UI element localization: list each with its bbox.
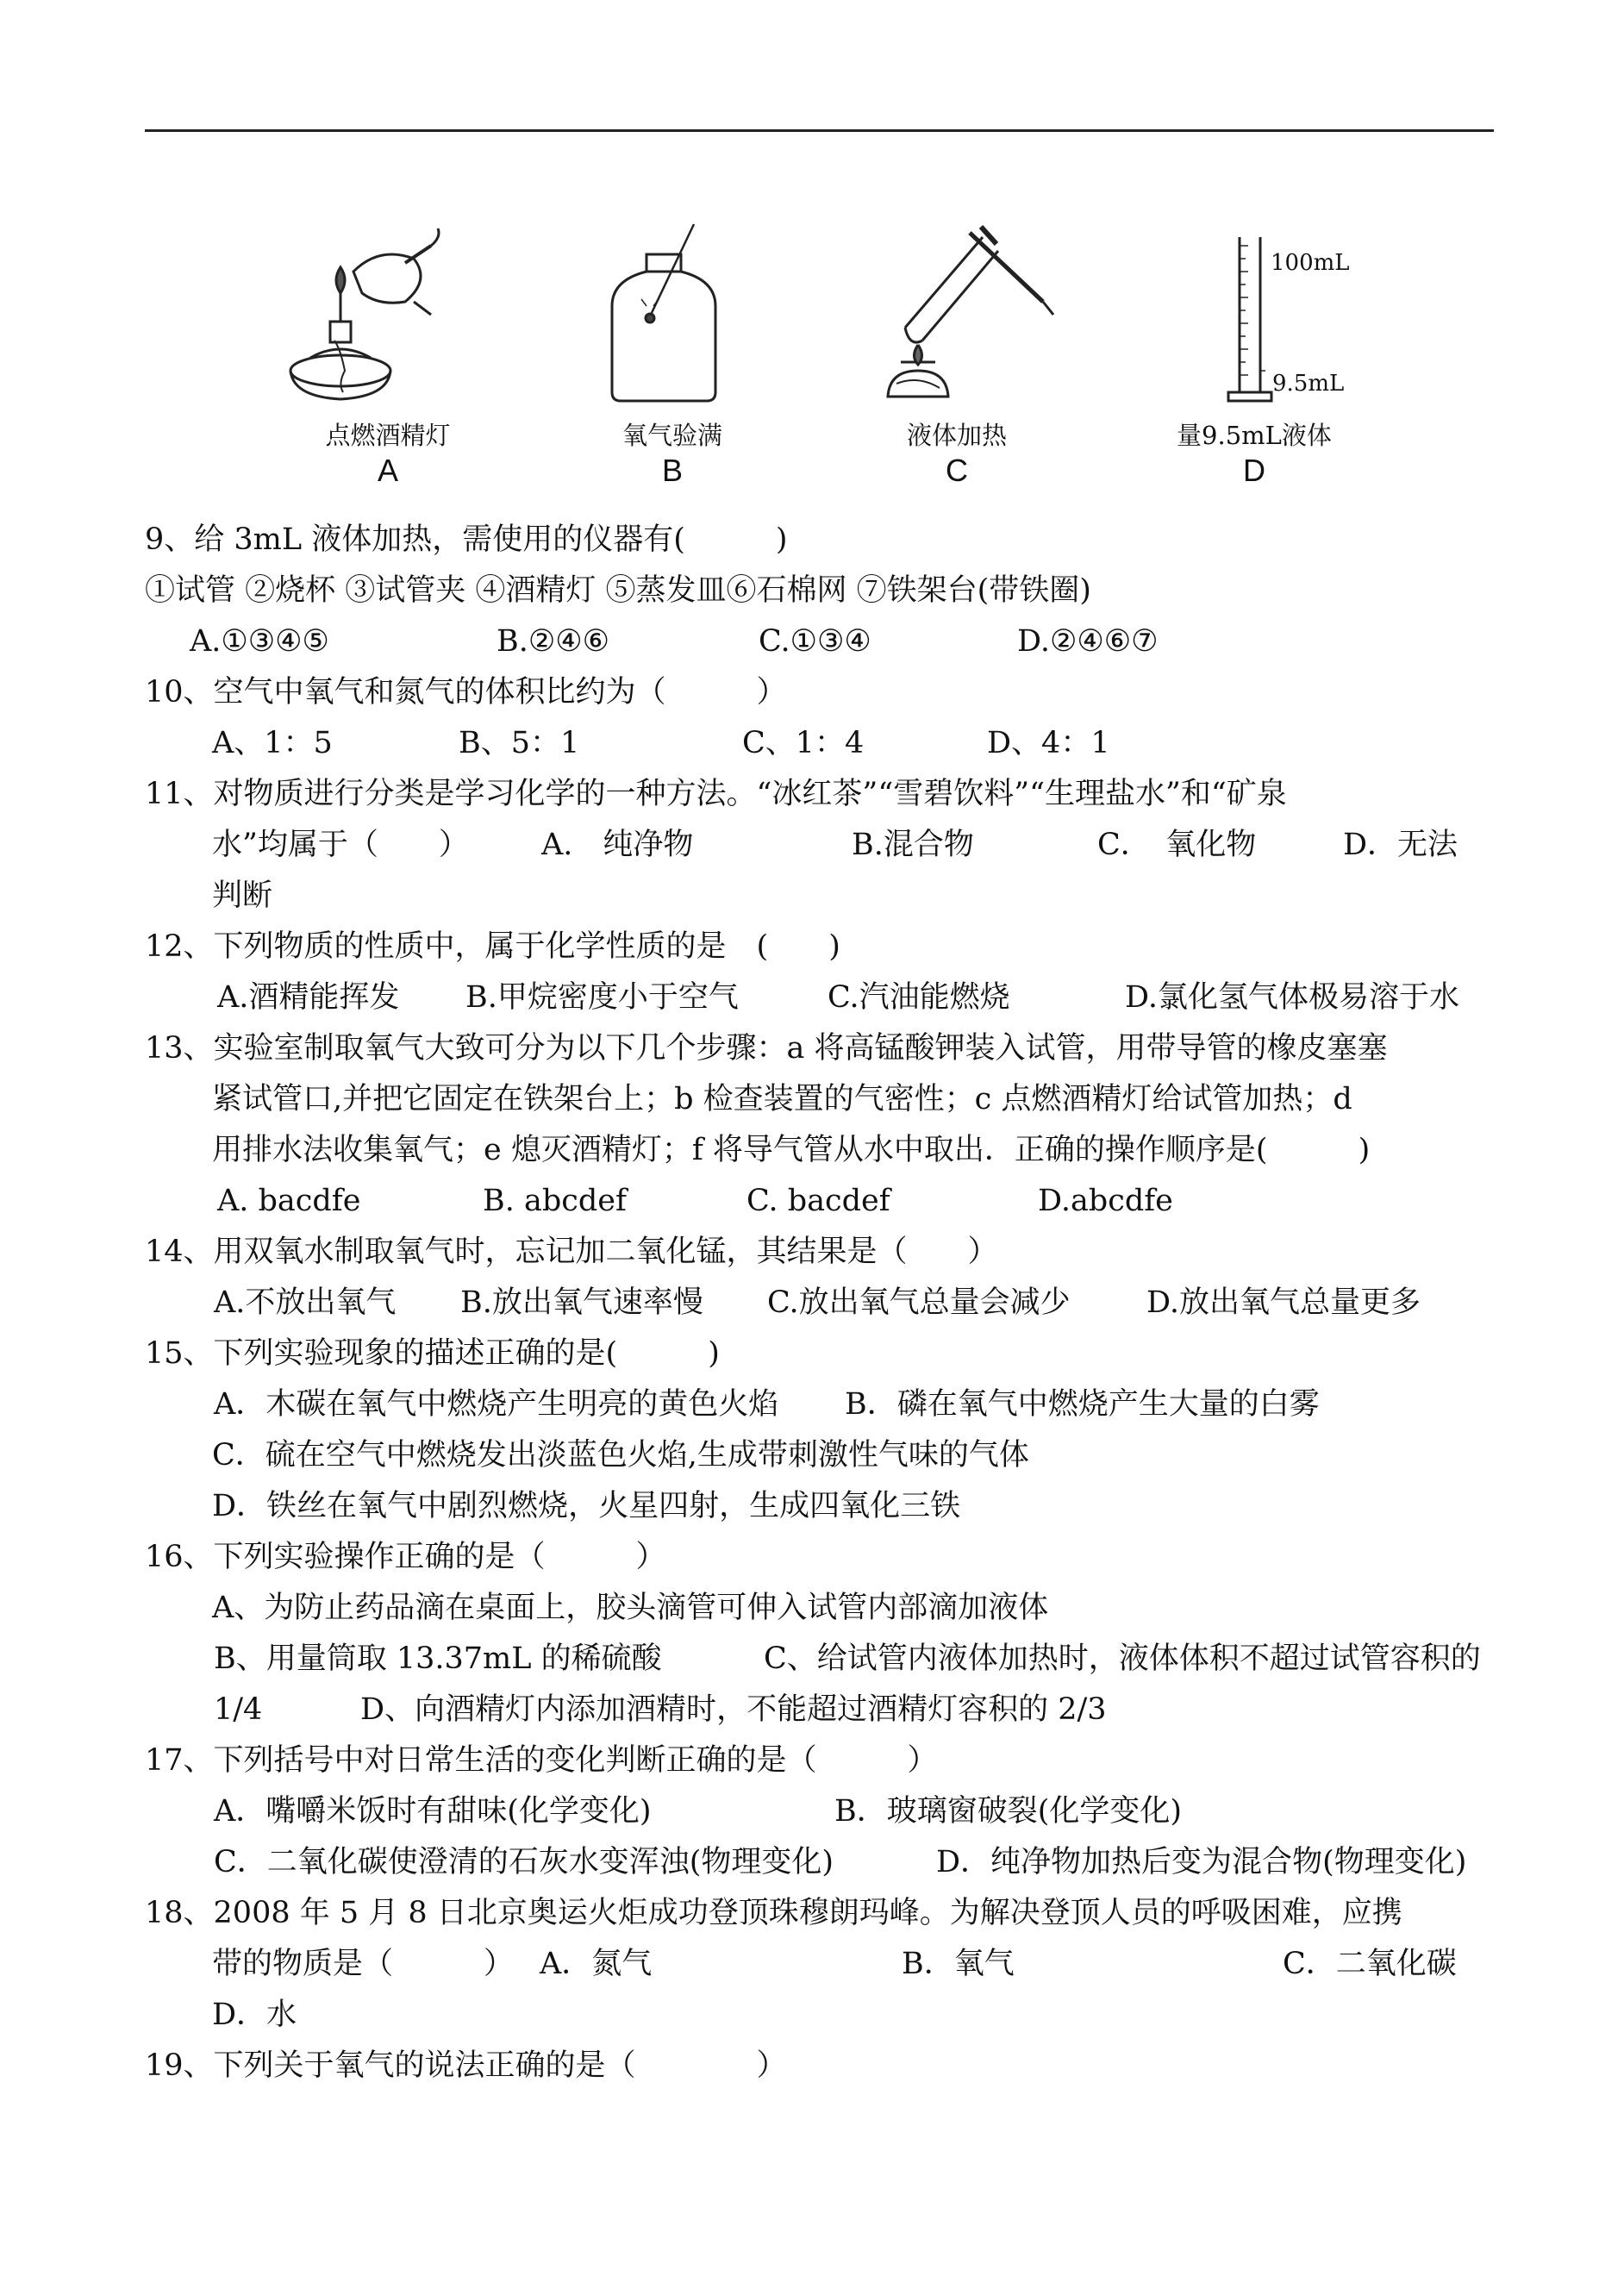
q10-option-d: D、4：1 xyxy=(987,726,1110,760)
q18-option-c: C．二氧化碳 xyxy=(1283,1947,1457,1981)
figure-a-letter: A xyxy=(377,453,398,488)
q16-options-bc xyxy=(145,1634,1507,1685)
q11-line3: 判断 xyxy=(212,879,273,913)
q12-option-b: B.甲烷密度小于空气 xyxy=(465,980,739,1015)
q10-option-a: A、1：5 xyxy=(212,726,333,760)
q9-option-d: D.②④⑥⑦ xyxy=(1017,624,1159,659)
q15-option-a: A．木碳在氧气中燃烧产生明亮的黄色火焰 xyxy=(214,1387,779,1422)
q15-stem: 15、下列实验现象的描述正确的是( ) xyxy=(145,1336,720,1371)
q12-option-c: C.汽油能燃烧 xyxy=(828,980,1010,1015)
q10-stem: 10、空气中氧气和氮气的体积比约为（ ） xyxy=(145,675,787,710)
q14-stem: 14、用双氧水制取氧气时，忘记加二氧化锰，其结果是（ ） xyxy=(145,1235,998,1269)
q14-option-d: D.放出氧气总量更多 xyxy=(1146,1285,1421,1320)
q16-option-d: D、向酒精灯内添加酒精时，不能超过酒精灯容积的 2/3 xyxy=(360,1692,1107,1727)
q15-option-b: B．磷在氧气中燃烧产生大量的白雾 xyxy=(845,1387,1320,1422)
q17-option-d: D．纯净物加热后变为混合物(物理变化) xyxy=(936,1845,1467,1879)
q16-stem: 16、下列实验操作正确的是（ ） xyxy=(145,1540,666,1574)
q14-option-b: B.放出氧气速率慢 xyxy=(460,1285,703,1320)
figure-b-letter: B xyxy=(661,453,683,488)
q17-options-cd xyxy=(145,1837,1507,1888)
cylinder-mark-label: 9.5mL xyxy=(1272,371,1345,397)
q12-options xyxy=(145,972,1507,1023)
q16-option-b: B、用量筒取 13.37mL 的稀硫酸 xyxy=(214,1642,662,1676)
q13-line2: 紧试管口,并把它固定在铁架台上；b 检查装置的气密性；c 点燃酒精灯给试管加热；d xyxy=(212,1082,1352,1116)
q13-line3: 用排水法收集氧气；e 熄灭酒精灯；f 将导气管从水中取出．正确的操作顺序是( ) xyxy=(212,1133,1371,1167)
q13-option-d: D.abcdfe xyxy=(1038,1184,1173,1218)
figure-a xyxy=(259,220,517,504)
alcohol-lamp-lighting-icon xyxy=(259,220,517,418)
test-tube-heating-icon xyxy=(828,220,1086,418)
q16-option-c-end: 1/4 xyxy=(214,1692,263,1727)
q15-options-ab xyxy=(145,1379,1507,1430)
cylinder-top-label: 100mL xyxy=(1271,250,1350,276)
header-rule xyxy=(145,129,1494,132)
q10-option-b: B、5：1 xyxy=(459,726,580,760)
q18-line2 xyxy=(145,1939,1507,1990)
q11-option-d: D．无法 xyxy=(1343,828,1458,862)
q15-option-c: C．硫在空气中燃烧发出淡蓝色火焰,生成带刺激性气味的气体 xyxy=(212,1438,1029,1473)
q18-option-b: B．氧气 xyxy=(902,1947,1015,1981)
q12-stem: 12、下列物质的性质中，属于化学性质的是 ( ) xyxy=(145,929,840,964)
q11-line1: 11、对物质进行分类是学习化学的一种方法。“冰红茶”“雪碧饮料”“生理盐水”和“矿泉 xyxy=(145,777,1287,811)
figure-b-caption: 氧气验满 xyxy=(621,421,722,450)
q18-line1: 18、2008 年 5 月 8 日北京奥运火炬成功登顶珠穆朗玛峰。为解决登顶人员的呼吸困难，应携 xyxy=(145,1896,1402,1930)
q10-options xyxy=(145,718,1507,769)
q17-option-c: C．二氧化碳使澄清的石灰水变浑浊(物理变化) xyxy=(214,1845,834,1879)
q16-option-a: A、为防止药品滴在桌面上，胶头滴管可伸入试管内部滴加液体 xyxy=(212,1591,1049,1625)
q14-options xyxy=(145,1278,1507,1329)
q16-option-c: C、给试管内液体加热时，液体体积不超过试管容积的 xyxy=(764,1642,1481,1676)
q12-option-a: A.酒精能挥发 xyxy=(217,980,400,1015)
q18-option-d: D．水 xyxy=(212,1998,297,2032)
q15-option-d: D．铁丝在氧气中剧烈燃烧，火星四射，生成四氧化三铁 xyxy=(212,1489,961,1523)
q9-option-b: B.②④⑥ xyxy=(497,624,609,659)
figure-d-caption: 量9.5mL液体 xyxy=(1177,421,1332,450)
q17-options-ab xyxy=(145,1786,1507,1837)
q13-option-a: A. bacdfe xyxy=(217,1184,361,1218)
q17-option-b: B．玻璃窗破裂(化学变化) xyxy=(834,1794,1183,1829)
q17-option-a: A．嘴嚼米饭时有甜味(化学变化) xyxy=(214,1794,652,1829)
q19-stem: 19、下列关于氧气的说法正确的是（ ） xyxy=(145,2048,787,2083)
figure-d-letter: D xyxy=(1243,453,1265,488)
q11-stem-end: 水”均属于（ ） xyxy=(212,828,469,862)
q9-stem: 9、给 3mL 液体加热，需使用的仪器有( ) xyxy=(145,522,788,557)
gas-bottle-test-icon xyxy=(543,220,802,418)
q11-option-c: C． 氧化物 xyxy=(1097,828,1257,862)
q11-option-a: A. 纯净物 xyxy=(541,828,694,862)
figure-c-caption: 液体加热 xyxy=(906,421,1007,450)
figure-d xyxy=(1112,220,1396,504)
q14-option-c: C.放出氧气总量会减少 xyxy=(767,1285,1071,1320)
graduated-cylinder-icon xyxy=(1112,220,1396,418)
q13-option-b: B. abcdef xyxy=(483,1184,627,1218)
q9-option-a: A.①③④⑤ xyxy=(190,624,329,659)
q9-items: ①试管 ②烧杯 ③试管夹 ④酒精灯 ⑤蒸发皿⑥石棉网 ⑦铁架台(带铁圈) xyxy=(145,573,1091,608)
figure-c-letter: C xyxy=(946,453,968,488)
q12-option-d: D.氯化氢气体极易溶于水 xyxy=(1125,980,1459,1015)
figure-b xyxy=(543,220,802,504)
figure-c xyxy=(828,220,1086,504)
q13-options xyxy=(145,1176,1507,1227)
q11-option-b: B.混合物 xyxy=(852,828,974,862)
q11-line2 xyxy=(145,820,1507,871)
q13-option-c: C. bacdef xyxy=(746,1184,890,1218)
q16-options-cd xyxy=(145,1685,1507,1735)
apparatus-figures xyxy=(259,220,1396,504)
figure-a-caption: 点燃酒精灯 xyxy=(325,421,451,450)
q13-line1: 13、实验室制取氧气大致可分为以下几个步骤：a 将高锰酸钾装入试管，用带导管的橡皮塞塞 xyxy=(145,1031,1388,1066)
q17-stem: 17、下列括号中对日常生活的变化判断正确的是（ ） xyxy=(145,1743,938,1778)
q14-option-a: A.不放出氧气 xyxy=(214,1285,397,1320)
question-list xyxy=(145,515,1507,2092)
q18-stem-end: 带的物质是（ ） xyxy=(212,1947,515,1981)
q18-option-a: A．氮气 xyxy=(540,1947,653,1981)
q9-option-c: C.①③④ xyxy=(759,624,871,659)
q9-options xyxy=(145,616,1507,667)
q10-option-c: C、1：4 xyxy=(742,726,865,760)
